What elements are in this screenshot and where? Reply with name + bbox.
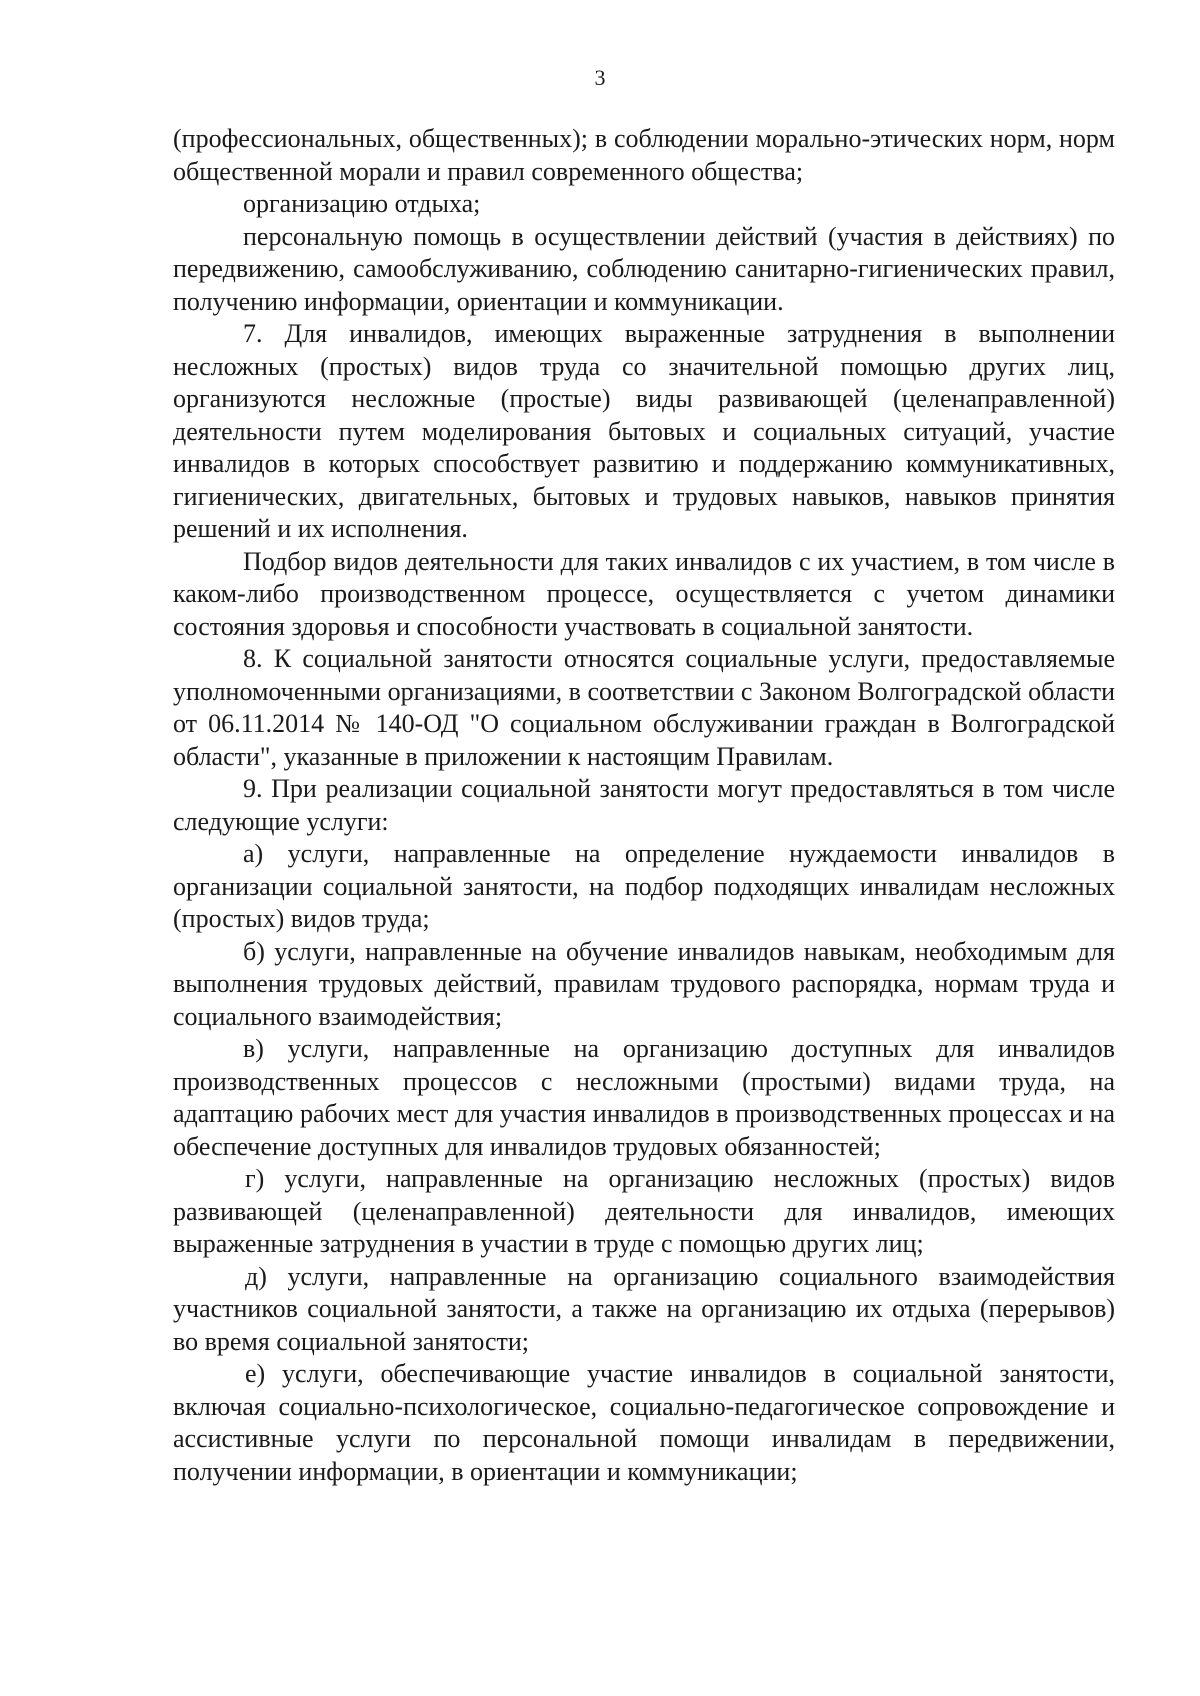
paragraph-activity-selection: Подбор видов деятельности для таких инвалидов с их участием, в том числе в каком-либо производственном процессе, осуществляется с учетом динамики состояния здоровья и способности участвовать в социальной занятости. [173,546,1115,641]
page-number: 3 [594,65,606,90]
paragraph-item-9: 9. При реализации социальной занятости могут предоставляться в том числе следующие услуги: [173,774,1115,836]
paragraph-item-7: 7. Для инвалидов, имеющих выраженные затруднения в выполнении несложных (простых) видов труда со значительной помощью других лиц, организуются несложные (простые) виды развивающей (целенаправленной) деятельности путем моделирования бытовых и социальных ситуаций, участие инвалидов в которых способствует развитию и поддержанию коммуникативных, гигиенических, двигательных, бытовых и трудовых навыков, навыков принятия решений и их исполнения. [173,319,1115,543]
paragraph-personal-assistance: персональную помощь в осуществлении действий (участия в действиях) по передвижению, самообслуживанию, соблюдению санитарно-гигиенических правил, получению информации, ориентации и коммуникации. [173,221,1115,316]
paragraph-subitem-v: в) услуги, направленные на организацию доступных для инвалидов производственных процессов с несложными (простыми) видами труда, на адаптацию рабочих мест для участия инвалидов в производственных процессах и на обеспечение доступных для инвалидов трудовых обязанностей; [173,1034,1115,1161]
paragraph-subitem-g: г) услуги, направленные на организацию несложных (простых) видов развивающей (целенаправленной) деятельности для инвалидов, имеющих выраженные затруднения в участии в труде с помощью других лиц; [173,1164,1115,1258]
paragraph-rest-organization: организацию отдыха; [243,189,481,218]
paragraph-subitem-b: б) услуги, направленные на обучение инвалидов навыкам, необходимым для выполнения трудовых действий, правилам трудового распорядка, нормам труда и социального взаимодействия; [173,936,1115,1031]
document-body [173,123,1115,1488]
paragraph-subitem-a: а) услуги, направленные на определение нуждаемости инвалидов в организации социальной занятости, на подбор подходящих инвалидам несложных (простых) видов труда; [173,839,1115,933]
paragraph-subitem-e: е) услуги, обеспечивающие участие инвалидов в социальной занятости, включая социально-психологическое, социально-педагогическое сопровождение и ассистивные услуги по персональной помощи инвалидам в передвижении, получении информации, в ориентации и коммуникации; [173,1359,1115,1486]
paragraph-continuation: (профессиональных, общественных); в соблюдении морально-этических норм, норм общественной морали и правил современного общества; [173,124,1115,186]
paragraph-subitem-d: д) услуги, направленные на организацию социального взаимодействия участников социальной занятости, а также на организацию их отдыха (перерывов) во время социальной занятости; [173,1261,1115,1356]
paragraph-item-8: 8. К социальной занятости относятся социальные услуги, предоставляемые уполномоченными организациями, в соответствии с Законом Волгоградской области от 06.11.2014 № 140-ОД "О социальном обслуживании граждан в Волгоградской области", указанные в приложении к настоящим Правилам. [173,644,1115,771]
